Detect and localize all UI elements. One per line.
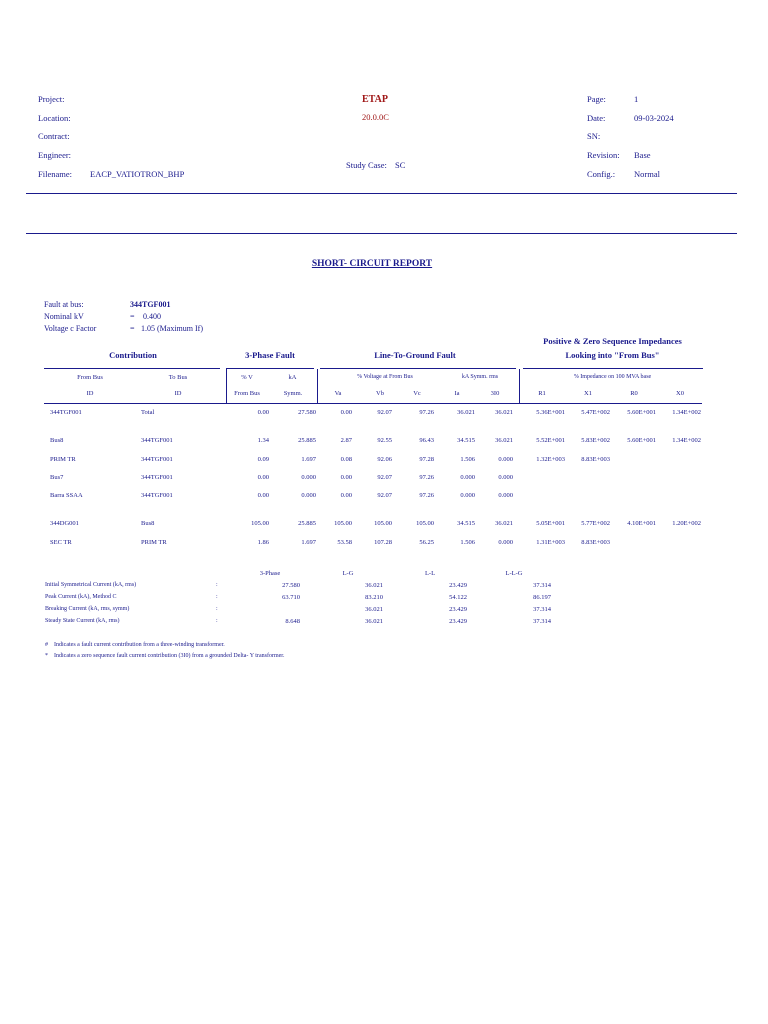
cell-3i0: 36.021 [495,409,513,416]
summary-colon: : [216,606,218,612]
cell-3i0: 0.000 [498,474,513,481]
filename-value: EACP_VATIOTRON_BHP [90,169,185,179]
summary-value: 36.021 [365,606,383,613]
rule-impedance [523,368,703,369]
summary-value: 37.314 [533,618,551,625]
col-to-id: ID [174,390,182,397]
summary-label: Steady State Current (kA, rms) [45,618,120,624]
col-from-id: ID [86,390,94,397]
cell-ia: 36.021 [457,409,475,416]
cell-from-id: 344DG001 [50,520,79,527]
cell-from-id: PRIM TR [50,456,76,463]
cell-r1: 1.32E+003 [536,456,565,463]
cell-3i0: 36.021 [495,437,513,444]
col-ka-symm: kA Symm. rms [461,374,499,380]
rule-contribution [44,368,220,369]
summary-value: 83.210 [365,594,383,601]
header-rule [44,403,702,404]
col-pct-v: % V [241,374,253,381]
cell-r0: 5.60E+001 [627,437,656,444]
cell-ka-symm: 1.697 [301,539,316,546]
cell-to-id: 344TGF001 [141,437,173,444]
col-3i0: 3I0 [490,390,500,397]
voltage-c-label: Voltage c Factor [44,324,97,333]
cell-x0: 1.20E+002 [672,520,701,527]
sn-label: SN: [587,131,601,141]
sep-1 [226,369,227,403]
cell-to-id: 344TGF001 [141,474,173,481]
section-impedance-line2: Looking into "From Bus" [565,350,660,360]
revision-value: Base [634,150,651,160]
cell-va: 0.00 [340,409,352,416]
col-symm: Symm. [283,390,303,397]
cell-r0: 5.60E+001 [627,409,656,416]
voltage-c-value: 1.05 (Maximum If) [141,324,203,333]
cell-x1: 5.77E+002 [581,520,610,527]
study-case-value: SC [395,160,406,170]
config-value: Normal [634,169,660,179]
location-label: Location: [38,113,71,123]
summary-header-lg: L-G [342,570,354,577]
study-case-label: Study Case: [346,160,387,170]
cell-va: 2.87 [340,437,352,444]
cell-ia: 34.515 [457,520,475,527]
cell-ia: 0.000 [460,474,475,481]
section-contribution: Contribution [109,350,157,360]
page-value: 1 [634,94,639,104]
summary-value: 27.580 [282,582,300,589]
summary-header-ll: L-L [424,570,436,577]
cell-ka-symm: 1.697 [301,456,316,463]
summary-colon: : [216,618,218,624]
cell-ia: 0.000 [460,492,475,499]
cell-x1: 5.47E+002 [581,409,610,416]
cell-to-id: Total [141,409,155,416]
summary-value: 36.021 [365,618,383,625]
header-divider-bottom [26,233,737,234]
cell-r0: 4.10E+001 [627,520,656,527]
summary-header-3phase: 3-Phase [259,570,281,577]
cell-vb: 92.55 [377,437,392,444]
fault-bus-label: Fault at bus: [44,300,84,309]
cell-to-id: PRIM TR [141,539,167,546]
cell-ka-symm: 0.000 [301,474,316,481]
col-x0: X0 [676,390,684,397]
cell-vc: 97.26 [419,409,434,416]
cell-va: 53.58 [337,539,352,546]
summary-value: 86.197 [533,594,551,601]
cell-ia: 34.515 [457,437,475,444]
cell-vc: 97.26 [419,492,434,499]
cell-x1: 8.83E+003 [581,539,610,546]
cell-r1: 5.05E+001 [536,520,565,527]
cell-vb: 92.07 [377,474,392,481]
cell-vb: 92.07 [377,409,392,416]
col-ka: kA [288,374,297,381]
report-title: SHORT- CIRCUIT REPORT [311,259,433,269]
project-label: Project: [38,94,65,104]
cell-ka-symm: 27.580 [298,409,316,416]
note-text: Indicates a fault current contribution from a three-winding transformer. [54,642,225,648]
sep-2 [317,369,318,403]
summary-value: 36.021 [365,582,383,589]
cell-pct-v: 0.00 [257,409,269,416]
col-va: Va [334,390,342,397]
header-divider-top [26,193,737,194]
summary-label: Peak Current (kA), Method C [45,594,117,600]
summary-label: Initial Symmetrical Current (kA, rms) [45,582,137,588]
cell-from-id: Bus7 [50,474,64,481]
contract-label: Contract: [38,131,70,141]
cell-vc: 97.28 [419,456,434,463]
cell-x0: 1.34E+002 [672,409,701,416]
cell-to-id: Bus8 [141,520,155,527]
cell-pct-v: 0.00 [257,492,269,499]
cell-ka-symm: 0.000 [301,492,316,499]
cell-3i0: 0.000 [498,456,513,463]
cell-ia: 1.506 [460,456,475,463]
cell-r1: 5.52E+001 [536,437,565,444]
cell-from-id: 344TGF001 [50,409,82,416]
cell-pct-v: 1.86 [257,539,269,546]
col-pct-impedance: % Impedance on 100 MVA base [573,374,652,380]
col-x1: X1 [584,390,592,397]
summary-value: 63.710 [282,594,300,601]
app-version: 20.0.0C [362,112,389,122]
note-mark: * [45,653,48,659]
col-r0: R0 [630,390,638,397]
cell-3i0: 0.000 [498,492,513,499]
config-label: Config.: [587,169,616,179]
col-from-bus: From Bus [77,374,103,381]
summary-value: 37.314 [533,606,551,613]
section-line-to-ground: Line-To-Ground Fault [374,350,456,360]
col-to-bus: To Bus [168,374,188,381]
cell-va: 0.00 [340,474,352,481]
cell-to-id: 344TGF001 [141,492,173,499]
col-from-bus-pct: From Bus [234,390,260,397]
col-pct-voltage: % Voltage at From Bus [357,374,413,380]
cell-from-id: Barra SSAA [50,492,83,499]
col-vc: Vc [413,390,421,397]
cell-vc: 96.43 [419,437,434,444]
cell-vb: 92.07 [377,492,392,499]
rule-ltg [320,368,516,369]
summary-value: 8.648 [285,618,300,625]
nominal-kv-value: 0.400 [143,312,161,321]
note-mark: # [45,642,48,648]
col-vb: Vb [376,390,384,397]
cell-3i0: 36.021 [495,520,513,527]
summary-value: 54.122 [449,594,467,601]
page-label: Page: [587,94,606,104]
cell-x0: 1.34E+002 [672,437,701,444]
cell-va: 105.00 [334,520,352,527]
summary-value: 23.429 [449,582,467,589]
cell-vb: 107.28 [374,539,392,546]
nominal-kv-label: Nominal kV [44,312,84,321]
cell-vb: 92.06 [377,456,392,463]
cell-vc: 97.26 [419,474,434,481]
summary-value: 37.314 [533,582,551,589]
cell-3i0: 0.000 [498,539,513,546]
sep-3 [519,369,520,403]
cell-to-id: 344TGF001 [141,456,173,463]
cell-pct-v: 105.00 [251,520,269,527]
cell-va: 0.00 [340,492,352,499]
fault-bus-value: 344TGF001 [130,300,171,309]
col-ia: Ia [454,390,460,397]
cell-pct-v: 0.00 [257,474,269,481]
cell-pct-v: 1.34 [257,437,269,444]
cell-ia: 1.506 [460,539,475,546]
cell-vb: 105.00 [374,520,392,527]
engineer-label: Engineer: [38,150,72,160]
summary-value: 23.429 [449,606,467,613]
app-name: ETAP [362,94,388,105]
cell-from-id: SEC TR [50,539,72,546]
cell-x1: 8.83E+003 [581,456,610,463]
cell-vc: 105.00 [416,520,434,527]
cell-vc: 56.25 [419,539,434,546]
cell-pct-v: 0.09 [257,456,269,463]
revision-label: Revision: [587,150,620,160]
cell-ka-symm: 25.885 [298,437,316,444]
summary-label: Breaking Current (kA, rms, symm) [45,606,130,612]
voltage-c-eq: = [130,324,135,333]
date-label: Date: [587,113,606,123]
cell-x1: 5.83E+002 [581,437,610,444]
section-impedance-line1: Positive & Zero Sequence Impedances [543,336,682,346]
cell-r1: 1.31E+003 [536,539,565,546]
summary-value: 23.429 [449,618,467,625]
filename-label: Filename: [38,169,72,179]
date-value: 09-03-2024 [634,113,674,123]
cell-va: 0.08 [340,456,352,463]
rule-three-phase [226,368,314,369]
cell-r1: 5.36E+001 [536,409,565,416]
summary-colon: : [216,594,218,600]
note-text: Indicates a zero sequence fault current contribution (3I0) from a grounded Delta- Y transformer. [54,653,285,659]
cell-ka-symm: 25.885 [298,520,316,527]
cell-from-id: Bus8 [50,437,64,444]
summary-header-llg: L-L-G [505,570,523,577]
section-three-phase: 3-Phase Fault [245,350,295,360]
summary-colon: : [216,582,218,588]
nominal-kv-eq: = [130,312,135,321]
col-r1: R1 [538,390,546,397]
